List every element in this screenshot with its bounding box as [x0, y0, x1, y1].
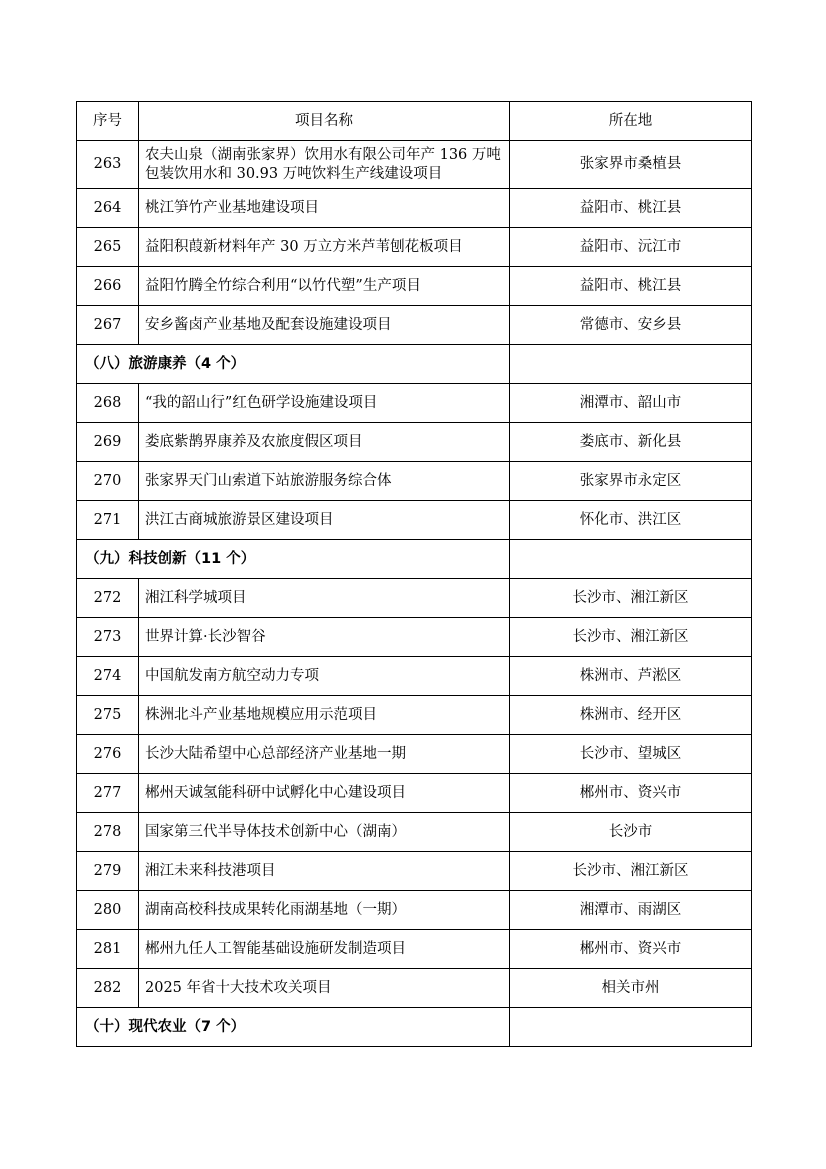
project-location: 益阳市、桃江县 — [510, 267, 752, 306]
row-number: 263 — [77, 141, 139, 189]
table-row — [77, 969, 752, 1008]
project-name: 安乡酱卤产业基地及配套设施建设项目 — [139, 306, 510, 345]
project-location: 怀化市、洪江区 — [510, 501, 752, 540]
project-location: 张家界市永定区 — [510, 462, 752, 501]
project-name: 益阳积葭新材料年产 30 万立方米芦苇刨花板项目 — [139, 228, 510, 267]
section-title: （十）现代农业（7 个） — [77, 1008, 510, 1047]
row-number: 278 — [77, 813, 139, 852]
table-row — [77, 228, 752, 267]
row-number: 282 — [77, 969, 139, 1008]
table-row — [77, 189, 752, 228]
table-row — [77, 384, 752, 423]
project-name: 国家第三代半导体技术创新中心（湖南） — [139, 813, 510, 852]
row-number: 281 — [77, 930, 139, 969]
project-name: 桃江笋竹产业基地建设项目 — [139, 189, 510, 228]
table-row — [77, 306, 752, 345]
project-name: 农夫山泉（湖南张家界）饮用水有限公司年产 136 万吨包装饮用水和 30.93 万吨饮料生产线建设项目 — [139, 141, 510, 189]
header-name: 项目名称 — [139, 102, 510, 141]
project-name: 湘江未来科技港项目 — [139, 852, 510, 891]
project-location: 株洲市、芦淞区 — [510, 657, 752, 696]
table-body — [77, 141, 752, 1047]
project-name: 2025 年省十大技术攻关项目 — [139, 969, 510, 1008]
table-row — [77, 891, 752, 930]
project-location: 郴州市、资兴市 — [510, 930, 752, 969]
table-row — [77, 735, 752, 774]
table-row — [77, 813, 752, 852]
section-empty-cell — [510, 540, 752, 579]
row-number: 277 — [77, 774, 139, 813]
project-table — [76, 101, 752, 1047]
section-title: （九）科技创新（11 个） — [77, 540, 510, 579]
row-number: 279 — [77, 852, 139, 891]
table-row — [77, 852, 752, 891]
table-header-row — [77, 102, 752, 141]
section-empty-cell — [510, 345, 752, 384]
project-name: 长沙大陆希望中心总部经济产业基地一期 — [139, 735, 510, 774]
row-number: 271 — [77, 501, 139, 540]
project-location: 郴州市、资兴市 — [510, 774, 752, 813]
header-no: 序号 — [77, 102, 139, 141]
document-page — [76, 101, 751, 1047]
project-name: 洪江古商城旅游景区建设项目 — [139, 501, 510, 540]
project-name: 中国航发南方航空动力专项 — [139, 657, 510, 696]
table-row — [77, 657, 752, 696]
row-number: 265 — [77, 228, 139, 267]
project-location: 常德市、安乡县 — [510, 306, 752, 345]
row-number: 276 — [77, 735, 139, 774]
section-empty-cell — [510, 1008, 752, 1047]
project-location: 长沙市、望城区 — [510, 735, 752, 774]
project-location: 益阳市、沅江市 — [510, 228, 752, 267]
row-number: 270 — [77, 462, 139, 501]
row-number: 275 — [77, 696, 139, 735]
project-name: 益阳竹腾全竹综合利用“以竹代塑”生产项目 — [139, 267, 510, 306]
project-location: 湘潭市、雨湖区 — [510, 891, 752, 930]
project-location: 湘潭市、韶山市 — [510, 384, 752, 423]
section-title: （八）旅游康养（4 个） — [77, 345, 510, 384]
table-row — [77, 141, 752, 189]
table-row — [77, 501, 752, 540]
project-location: 株洲市、经开区 — [510, 696, 752, 735]
row-number: 273 — [77, 618, 139, 657]
row-number: 267 — [77, 306, 139, 345]
section-row — [77, 540, 752, 579]
project-location: 益阳市、桃江县 — [510, 189, 752, 228]
table-row — [77, 579, 752, 618]
table-row — [77, 423, 752, 462]
project-location: 长沙市、湘江新区 — [510, 852, 752, 891]
project-name: 张家界天门山索道下站旅游服务综合体 — [139, 462, 510, 501]
project-name: 娄底紫鹊界康养及农旅度假区项目 — [139, 423, 510, 462]
project-name: 世界计算·长沙智谷 — [139, 618, 510, 657]
row-number: 272 — [77, 579, 139, 618]
table-row — [77, 462, 752, 501]
table-row — [77, 696, 752, 735]
project-name: 湘江科学城项目 — [139, 579, 510, 618]
project-name: “我的韶山行”红色研学设施建设项目 — [139, 384, 510, 423]
project-name: 郴州天诚氢能科研中试孵化中心建设项目 — [139, 774, 510, 813]
row-number: 269 — [77, 423, 139, 462]
project-location: 娄底市、新化县 — [510, 423, 752, 462]
section-row — [77, 1008, 752, 1047]
row-number: 268 — [77, 384, 139, 423]
project-name: 郴州九任人工智能基础设施研发制造项目 — [139, 930, 510, 969]
project-name: 湖南高校科技成果转化雨湖基地（一期） — [139, 891, 510, 930]
project-location: 张家界市桑植县 — [510, 141, 752, 189]
table-row — [77, 267, 752, 306]
row-number: 266 — [77, 267, 139, 306]
project-location: 长沙市 — [510, 813, 752, 852]
row-number: 274 — [77, 657, 139, 696]
table-row — [77, 618, 752, 657]
row-number: 280 — [77, 891, 139, 930]
header-location: 所在地 — [510, 102, 752, 141]
table-row — [77, 774, 752, 813]
table-row — [77, 930, 752, 969]
row-number: 264 — [77, 189, 139, 228]
project-location: 相关市州 — [510, 969, 752, 1008]
project-location: 长沙市、湘江新区 — [510, 618, 752, 657]
project-name: 株洲北斗产业基地规模应用示范项目 — [139, 696, 510, 735]
project-location: 长沙市、湘江新区 — [510, 579, 752, 618]
section-row — [77, 345, 752, 384]
